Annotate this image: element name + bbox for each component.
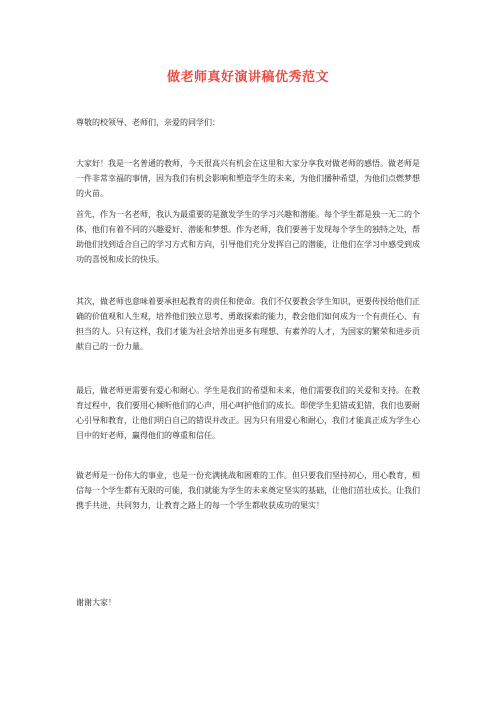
paragraph-2: 首先，作为一名老师，我认为最重要的是激发学生的学习兴趣和潜能。每个学生都是独一无二的个体，他们有着不同的兴趣爱好、潜能和梦想。作为老师，我们要善于发现每个学生的独特之处，帮助他们找到适合自己的学习方式和方向，引导他们充分发挥自己的潜能，让他们在学习中感受到成功的喜悦和成长的快乐。: [76, 210, 420, 264]
greeting-line: 尊敬的校领导、老师们，亲爱的同学们：: [76, 118, 220, 127]
closing-line: 谢谢大家！: [76, 598, 116, 607]
paragraph-4: 最后，做老师更需要有爱心和耐心。学生是我们的希望和未来，他们需要我们的关爱和支持。在教育过程中，我们要用心倾听他们的心声，用心呵护他们的成长。即使学生犯错或犯错，我们也要耐心引导和教育，让他们明白自己的错误并改正。因为只有用爱心和耐心，我们才能真正成为学生心目中的好老师，赢得他们的尊重和信任。: [76, 386, 420, 440]
document-title: 做老师真好演讲稿优秀范文: [166, 70, 329, 85]
paragraph-3: 其次，做老师也意味着要承担起教育的责任和使命。我们不仅要教会学生知识，更要传授给他们正确的价值观和人生观，培养他们独立思考、勇敢探索的能力，教会他们如何成为一个有责任心、有担当的人。只有这样，我们才能为社会培养出更多有理想、有素养的人才，为国家的繁荣和进步贡献自己的一份力量。: [76, 297, 420, 351]
paragraph-5: 做老师是一份伟大的事业，也是一份充满挑战和困难的工作。但只要我们坚持初心，用心教育，相信每一个学生都有无限的可能，我们就能为学生的未来奠定坚实的基础，让他们茁壮成长。让我们携手共进，共同努力，让教育之路上的每一个学生都收获成功的果实！: [76, 471, 420, 510]
paragraph-1: 大家好！我是一名普通的教师，今天很高兴有机会在这里和大家分享我对做老师的感悟。做老师是一件非常幸福的事情，因为我们有机会影响和塑造学生的未来，为他们播种希望，为他们点燃梦想的火苗。: [76, 159, 420, 198]
